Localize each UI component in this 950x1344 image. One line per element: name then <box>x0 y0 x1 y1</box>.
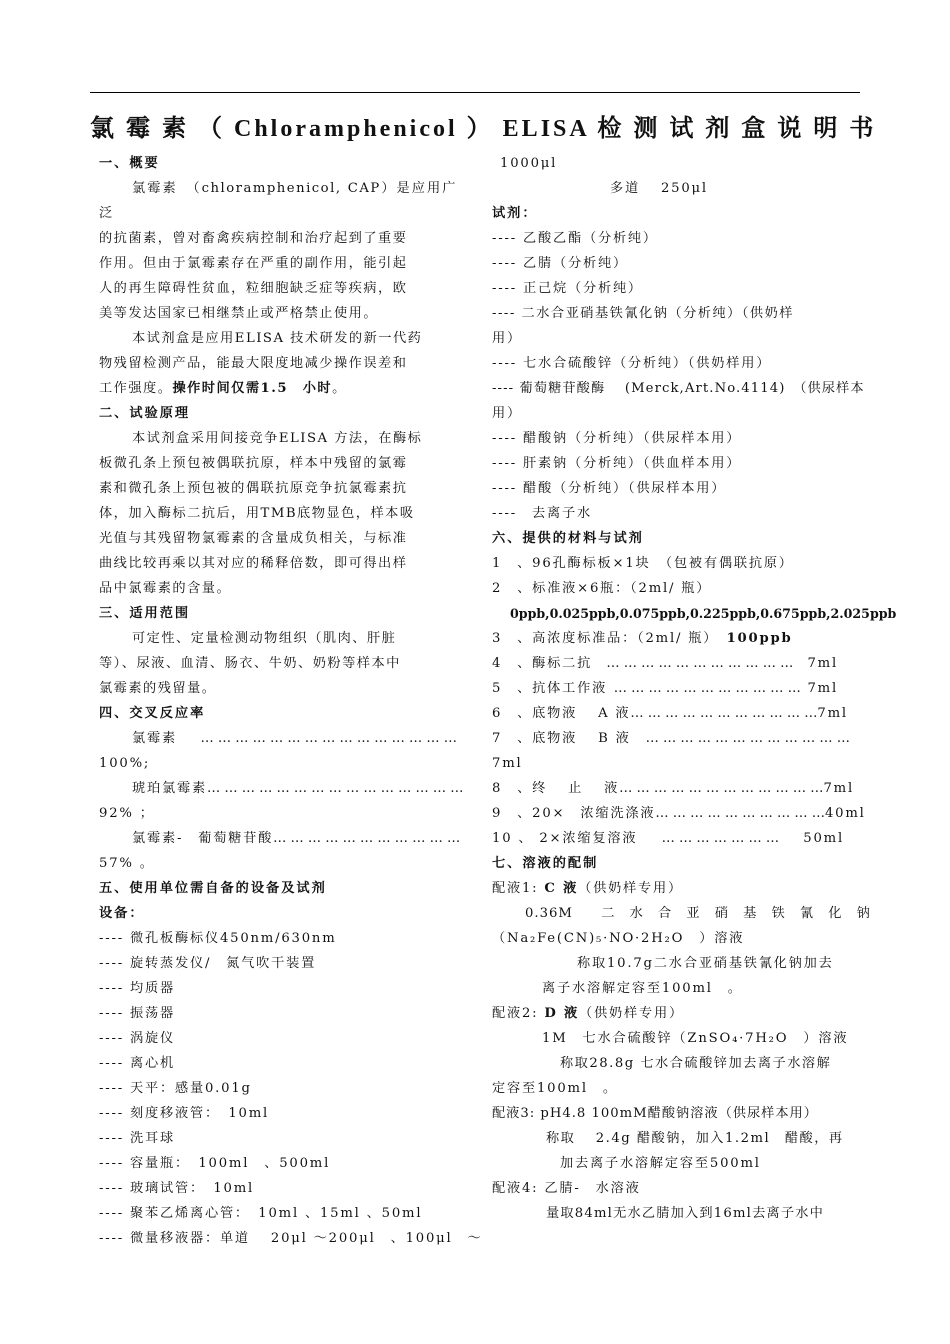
cross-reactivity-list <box>99 726 464 876</box>
kit-item-name: 9 、20× 浓缩洗涤液 <box>492 806 656 821</box>
list-item: ---- 葡萄糖苷酸酶 (Merck,Art.No.4114) （供尿样本 <box>492 381 865 396</box>
section-heading-scope: 三、适用范围 <box>99 606 191 621</box>
kit-item-volume: 7ml <box>817 706 848 721</box>
overview-paragraph-1 <box>99 176 457 326</box>
solution-title <box>492 876 850 901</box>
compound-name: 氯霉素- 葡萄糖苷酸 <box>132 831 274 846</box>
cross-reactivity-value: 57% 。 <box>99 856 155 871</box>
equipment-label: 设备： <box>99 906 145 921</box>
list-item: ---- 刻度移液管： 10ml <box>99 1106 270 1121</box>
text-span: 配液2: <box>492 1006 545 1021</box>
section-heading-kit-contents: 六、提供的材料与试剂 <box>492 531 644 546</box>
cross-reactivity-row <box>99 776 464 801</box>
cross-reactivity-row <box>99 826 461 851</box>
text-line: 称取28.8g 七水合硫酸锌加去离子水溶解 <box>560 1056 832 1071</box>
text-line: 素和微孔条上预包被的偶联抗原竞争抗氯霉素抗 <box>99 481 408 496</box>
text-line: 加去离子水溶解定容至500ml <box>560 1156 761 1171</box>
kit-item-row <box>492 826 850 851</box>
text-span: 。 <box>332 381 347 396</box>
leader-dots: … … … … … … … … … … <box>655 806 825 821</box>
list-item-continued: 用） <box>492 331 522 346</box>
text-line: 板微孔条上预包被偶联抗原，样本中残留的氯霉 <box>99 456 408 471</box>
section-heading-solution-prep: 七、溶液的配制 <box>492 856 599 871</box>
list-item: ---- 容量瓶： 100ml 、500ml <box>99 1156 331 1171</box>
cross-reactivity-row <box>99 726 457 751</box>
text-line: 0.36M 二 水 合 亚 硝 基 铁 氰 化 钠 <box>525 906 871 921</box>
section-heading-overview: 一、概要 <box>99 156 160 171</box>
list-item: ---- 正己烷（分析纯） <box>492 281 643 296</box>
kit-item-row <box>492 701 850 726</box>
solution-name: C 液 <box>544 881 579 896</box>
kit-item-row <box>492 651 850 676</box>
text-line: 氯霉素的残留量。 <box>99 681 217 696</box>
list-item: ---- 聚苯乙烯离心管： 10ml 、15ml 、50ml <box>99 1206 423 1221</box>
text-line: 人的再生障碍性贫血，粒细胞缺乏症等疾病，欧 <box>99 281 408 296</box>
list-item: 1 、96孔酶标板×1块 （包被有偶联抗原） <box>492 556 794 571</box>
text-span: （供奶样专用） <box>579 1006 684 1021</box>
leader-dots: … … … … … … … … … … … … … … … <box>200 731 457 746</box>
text-line: 可定性、定量检测动物组织（肌肉、肝脏 <box>132 631 397 646</box>
solution-title: 配液4: 乙腈- 水溶液 <box>492 1181 641 1196</box>
principle-paragraph <box>99 426 457 601</box>
text-line: 的抗菌素，曾对畜禽疾病控制和治疗起到了重要 <box>99 231 408 246</box>
text-line: 等）、尿液、血清、肠衣、牛奶、奶粉等样本中 <box>99 656 401 671</box>
scope-paragraph <box>99 626 457 701</box>
list-item: ---- 洗耳球 <box>99 1131 175 1146</box>
leader-dots: … … … … … … … … … … … … <box>619 781 824 796</box>
continued-text: 1000μl <box>500 156 558 171</box>
list-item: ---- 天平：感量0.01g <box>99 1081 252 1096</box>
kit-item-volume: 50ml <box>803 831 844 846</box>
text-line: 1M 七水合硫酸锌（ZnSO₄·7H₂O ）溶液 <box>542 1031 849 1046</box>
text-line: 称取 2.4g 醋酸钠，加入1.2ml 醋酸，再 <box>546 1131 844 1146</box>
text-line: 曲线比较再乘以其对应的稀释倍数，即可得出样 <box>99 556 408 571</box>
list-item: ---- 二水合亚硝基铁氰化钠（分析纯）（供奶样 <box>492 306 794 321</box>
text-line: 称取10.7g二水合亚硝基铁氰化钠加去 <box>577 956 834 971</box>
text-line: 量取84ml无水乙腈加入到16ml去离子水中 <box>546 1206 825 1221</box>
list-item: ---- 七水合硫酸锌（分析纯）（供奶样用） <box>492 356 772 371</box>
list-item: ---- 旋转蒸发仪/ 氮气吹干装置 <box>99 956 317 971</box>
kit-item-volume: 7ml <box>807 681 838 696</box>
cross-reactivity-value: 92% ； <box>99 806 155 821</box>
list-item-continued: 用） <box>492 406 522 421</box>
compound-name: 琥珀氯霉素 <box>132 781 207 796</box>
kit-item-name: 4 、酶标二抗 <box>492 656 593 671</box>
right-column <box>492 151 897 1226</box>
list-item: ---- 乙酸乙酯（分析纯） <box>492 231 658 246</box>
text-line: （Na₂Fe(CN)₅·NO·2H₂O ）溶液 <box>492 931 745 946</box>
section-heading-cross-reactivity: 四、交叉反应率 <box>99 706 206 721</box>
kit-item-volume: 7ml <box>807 656 838 671</box>
text-line <box>99 376 457 401</box>
kit-item-name: 5 、抗体工作液 <box>492 681 608 696</box>
section-heading-user-supplied: 五、使用单位需自备的设备及试剂 <box>99 881 327 896</box>
kit-item-name: 8 、终 止 液 <box>492 781 620 796</box>
text-span: （供奶样专用） <box>578 881 684 896</box>
kit-item-name: 7 、底物液 B 液 <box>492 731 631 746</box>
list-item: ---- 醋酸钠（分析纯）（供尿样本用） <box>492 431 742 446</box>
solution-3 <box>492 1101 850 1176</box>
left-column <box>99 151 483 1251</box>
text-line: 本试剂盒是应用ELISA 技术研发的新一代药 <box>132 331 423 346</box>
leader-dots: … … … … … … … … … … … … … … … <box>206 781 464 796</box>
list-item: ---- 醋酸（分析纯）（供尿样本用） <box>492 481 727 496</box>
kit-item-row <box>492 801 866 826</box>
compound-name: 氯霉素 <box>132 731 177 746</box>
standard-concentrations: 0ppb,0.025ppb,0.075ppb,0.225ppb,0.675ppb,2.025ppb <box>510 606 897 621</box>
list-item: ---- 乙腈（分析纯） <box>492 256 628 271</box>
list-item: ---- 去离子水 <box>492 506 592 521</box>
solution-1 <box>492 876 871 1001</box>
kit-item-name: 6 、底物液 A 液 <box>492 706 631 721</box>
list-item: ---- 涡旋仪 <box>99 1031 175 1046</box>
list-item <box>492 626 850 651</box>
cross-reactivity-value: 100%; <box>99 756 151 771</box>
text-line: 定容至100ml 。 <box>492 1081 618 1096</box>
list-item: ---- 肝素钠（分析纯）（供血样本用） <box>492 456 742 471</box>
document-title: 氯 霉 素 （ Chloramphenicol ） ELISA 检 测 试 剂 盒 说 明 书 <box>90 116 877 142</box>
text-line: 光值与其残留物氯霉素的含量成负相关，与标准 <box>99 531 408 546</box>
continued-text: 多道 250μl <box>610 181 708 196</box>
kit-contents-list <box>492 551 897 851</box>
leader-dots: … … … … … … … … … … … <box>606 656 794 671</box>
section-heading-principle: 二、试验原理 <box>99 406 191 421</box>
text-line: 物残留检测产品，能最大限度地减少操作误差和 <box>99 356 408 371</box>
text-line: 品中氯霉素的含量。 <box>99 581 232 596</box>
overview-paragraph-2 <box>99 326 457 401</box>
solution-4 <box>492 1176 850 1226</box>
reagents-list <box>492 226 865 526</box>
list-item: 2 、标准液×6瓶：（2ml/ 瓶） <box>492 581 712 596</box>
solution-name: D 液 <box>544 1006 580 1021</box>
list-item: ---- 离心机 <box>99 1056 175 1071</box>
list-item: ---- 微孔板酶标仪450nm/630nm <box>99 931 337 946</box>
list-item: ---- 振荡器 <box>99 1006 175 1021</box>
leader-dots: … … … … … … … … … … … <box>613 681 801 696</box>
kit-item-row <box>492 676 850 701</box>
top-rule <box>90 92 860 93</box>
text-line: 体，加入酶标二抗后，用TMB底物显色，样本吸 <box>99 506 415 521</box>
kit-item-name: 10 、 2×浓缩复溶液 <box>492 831 638 846</box>
reagents-label: 试剂： <box>492 206 538 221</box>
leader-dots: … … … … … … … … … … … <box>630 706 818 721</box>
text-line: 氯霉素 （chloramphenicol, CAP）是应用广泛 <box>99 181 457 221</box>
kit-item-volume: 7ml <box>823 781 854 796</box>
leader-dots: … … … … … … … … … … … … <box>645 731 850 746</box>
text-span: 工作强度。 <box>99 381 173 396</box>
solution-title <box>492 1001 850 1026</box>
leader-dots: … … … … … … … <box>661 831 780 846</box>
solution-2 <box>492 1001 850 1101</box>
text-line: 离子水溶解定容至100ml 。 <box>542 981 743 996</box>
operation-time-highlight: 操作时间仅需1.5 小时 <box>172 381 333 396</box>
equipment-list <box>99 926 483 1251</box>
kit-item-volume: 40ml <box>824 806 866 821</box>
kit-item-row <box>492 776 854 801</box>
solution-title: 配液3: pH4.8 100mM醋酸钠溶液（供尿样本用） <box>492 1106 818 1121</box>
list-item: ---- 玻璃试管： 10ml <box>99 1181 255 1196</box>
text-span: 3 、高浓度标准品：（2ml/ 瓶） <box>492 631 727 646</box>
kit-item-volume: 7ml <box>492 756 523 771</box>
leader-dots: … … … … … … … … … … … <box>273 831 461 846</box>
high-concentration-value: 100ppb <box>726 631 793 646</box>
text-line: 作用。但由于氯霉素存在严重的副作用，能引起 <box>99 256 408 271</box>
list-item: ---- 均质器 <box>99 981 175 996</box>
kit-item-row <box>492 726 850 751</box>
text-span: 配液1: <box>492 881 545 896</box>
text-line: 美等发达国家已相继禁止或严格禁止使用。 <box>99 306 379 321</box>
text-line: 本试剂盒采用间接竞争ELISA 方法，在酶标 <box>132 431 423 446</box>
list-item: ---- 微量移液器：单道 20μl ～200μl 、100μl ～ <box>99 1231 483 1246</box>
